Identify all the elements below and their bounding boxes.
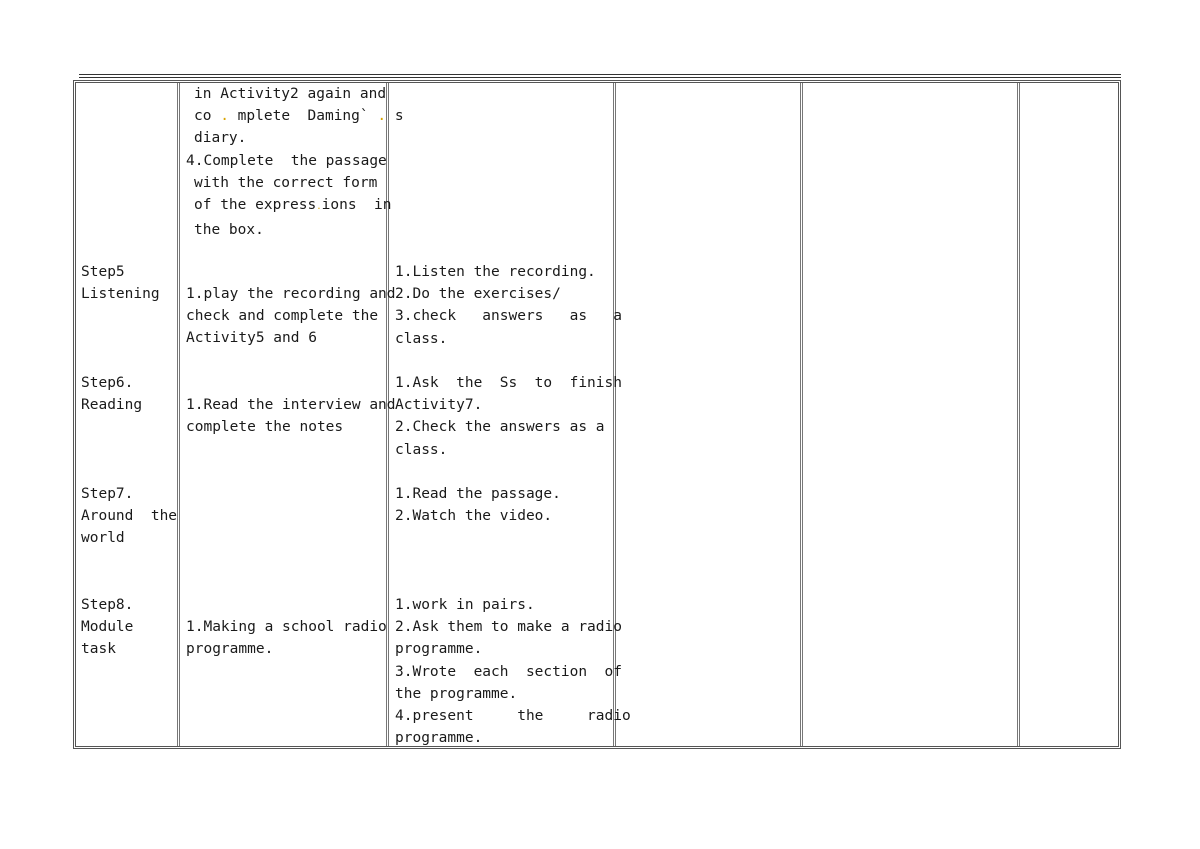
empty-column-1 [616, 83, 803, 746]
student-step6: 1.Read the interview and complete the notes [186, 397, 396, 436]
table-row [76, 83, 1118, 746]
empty-column-3 [1020, 83, 1118, 746]
teacher-activity-column [389, 83, 631, 747]
header-rule [79, 74, 1121, 78]
activity-item-4: 4.Complete the passage with the correct form of the express.ions in the box. [186, 153, 392, 238]
step-label-6: Step6. Reading [81, 375, 143, 414]
student-activity-column [180, 83, 404, 746]
teacher-step7: 1.Read the passage. 2.Watch the video. [395, 486, 561, 525]
teacher-step6: 1.Ask the Ss to finish Activity7. 2.Check the answers as a class. [395, 375, 622, 458]
student-step5: 1.play the recording and check and complete the Activity5 and 6 [186, 286, 396, 347]
teacher-step5: 1.Listen the recording. 2.Do the exercises/ 3.check answers as a class. [395, 264, 622, 347]
step-column [76, 83, 180, 746]
step-label-5: Step5 Listening [81, 264, 160, 303]
lesson-plan-table [73, 80, 1121, 749]
empty-column-2 [803, 83, 1020, 746]
activity-continued: in Activity2 again and co . mplete Daming` . s diary. [194, 86, 404, 147]
student-step8: 1.Making a school radio programme. [186, 619, 387, 658]
teacher-step8: 1.work in pairs. 2.Ask them to make a radio programme. 3.Wrote each section of the programme. 4.present the radio programme. [395, 597, 631, 747]
step-label-8: Step8. Module task [81, 597, 134, 658]
step-label-7: Step7. Around the world [81, 486, 178, 547]
